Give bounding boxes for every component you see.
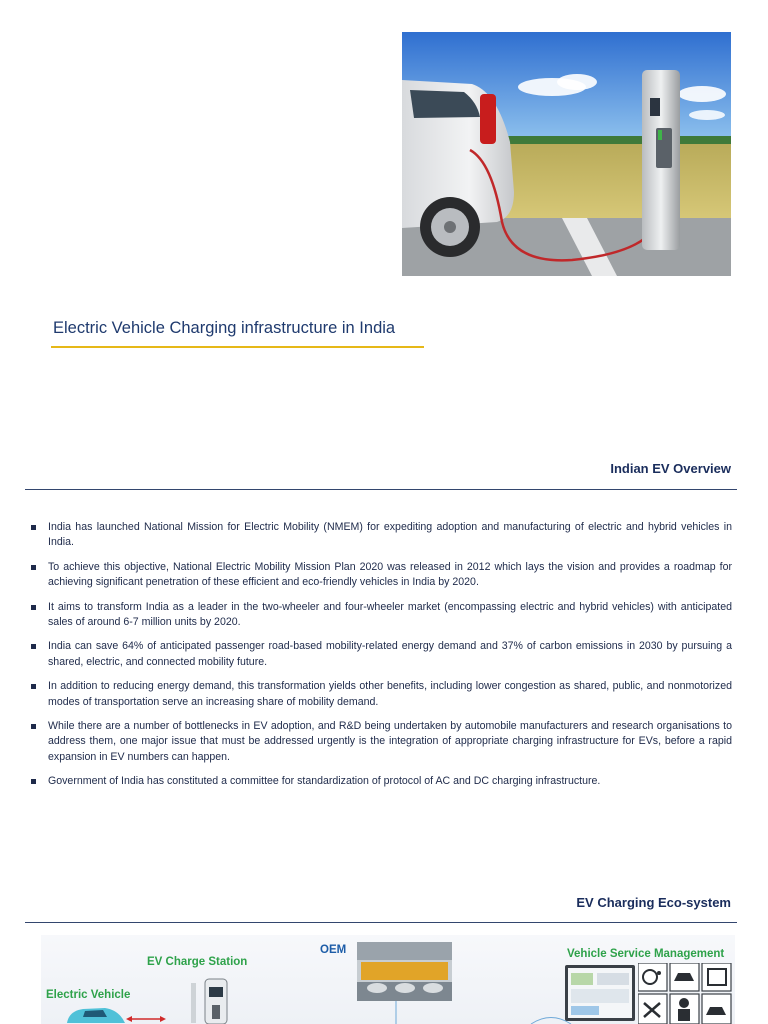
bullet-item xyxy=(31,600,732,631)
double-arrow-icon xyxy=(126,1015,166,1023)
bullet-marker xyxy=(31,779,36,784)
oem-label: OEM xyxy=(320,944,347,956)
bullet-text: India has launched National Mission for Electric Mobility (NMEM) for expediting adoption and manufacturing of electric and hybrid vehicles in India. xyxy=(48,521,732,549)
electric-car-icon xyxy=(65,1005,127,1024)
bullet-text: It aims to transform India as a leader in the two-wheeler and four-wheeler market (encompassing electric and hybrid vehicles) with anticipated sales of around 6-7 million units by 2020. xyxy=(48,600,732,629)
overview-heading: Indian EV Overview xyxy=(610,461,731,476)
dashboard-monitor-icon xyxy=(565,965,635,1024)
bullet-marker xyxy=(31,605,36,610)
bullet-marker xyxy=(31,565,36,570)
bullet-marker xyxy=(31,724,36,729)
service-management-label: Vehicle Service Management xyxy=(567,948,725,960)
bullet-text: In addition to reducing energy demand, this transformation yields other benefits, including lower congestion as shared, public, and nonmotorized modes of transportation serve an increasing share of mobility demand. xyxy=(48,680,732,708)
bullet-item xyxy=(31,639,732,670)
bullet-text: India can save 64% of anticipated passenger road-based mobility-related energy demand and 37% of carbon emissions in 2030 by pursuing a shared, electric, and connected mobility future. xyxy=(48,640,732,668)
overview-bullet-list xyxy=(31,520,732,799)
oem-factory-image xyxy=(357,942,452,1001)
overview-divider xyxy=(25,489,737,490)
bullet-item xyxy=(31,679,732,710)
title-underline xyxy=(51,346,424,348)
bullet-text: To achieve this objective, National Electric Mobility Mission Plan 2020 was released in 2012 which lays the vision and provides a roadmap for achieving significant penetration of these efficient and eco-friendly vehicles in India by 2020. xyxy=(48,560,732,589)
bullet-marker xyxy=(31,525,36,530)
ecosystem-heading: EV Charging Eco-system xyxy=(576,895,731,910)
bullet-item xyxy=(31,719,732,765)
hero-photo-ev-charging xyxy=(402,32,731,276)
charge-station-label: EV Charge Station xyxy=(147,956,248,968)
service-icon-grid xyxy=(638,963,732,1024)
bullet-marker xyxy=(31,684,36,689)
bullet-item xyxy=(31,560,732,591)
bullet-marker xyxy=(31,644,36,649)
ecosystem-divider xyxy=(25,922,737,923)
charge-station-icon xyxy=(187,975,237,1024)
electric-vehicle-label: Electric Vehicle xyxy=(46,989,131,1001)
ecosystem-diagram xyxy=(41,935,735,1024)
bullet-item xyxy=(31,774,732,789)
document-title: Electric Vehicle Charging infrastructure in India xyxy=(53,319,396,337)
bullet-text: While there are a number of bottlenecks in EV adoption, and R&D being undertaken by automobile manufacturers and research organisations to address them, one major issue that must be addressed urgently is the integration of appropriate charging infrastructure for EVs, before a rapid expansion in EV numbers can happen. xyxy=(48,720,732,763)
connector-line xyxy=(381,1001,581,1024)
bullet-text: Government of India has constituted a committee for standardization of protocol of AC and DC charging infrastructure. xyxy=(48,775,601,788)
bullet-item xyxy=(31,520,732,551)
